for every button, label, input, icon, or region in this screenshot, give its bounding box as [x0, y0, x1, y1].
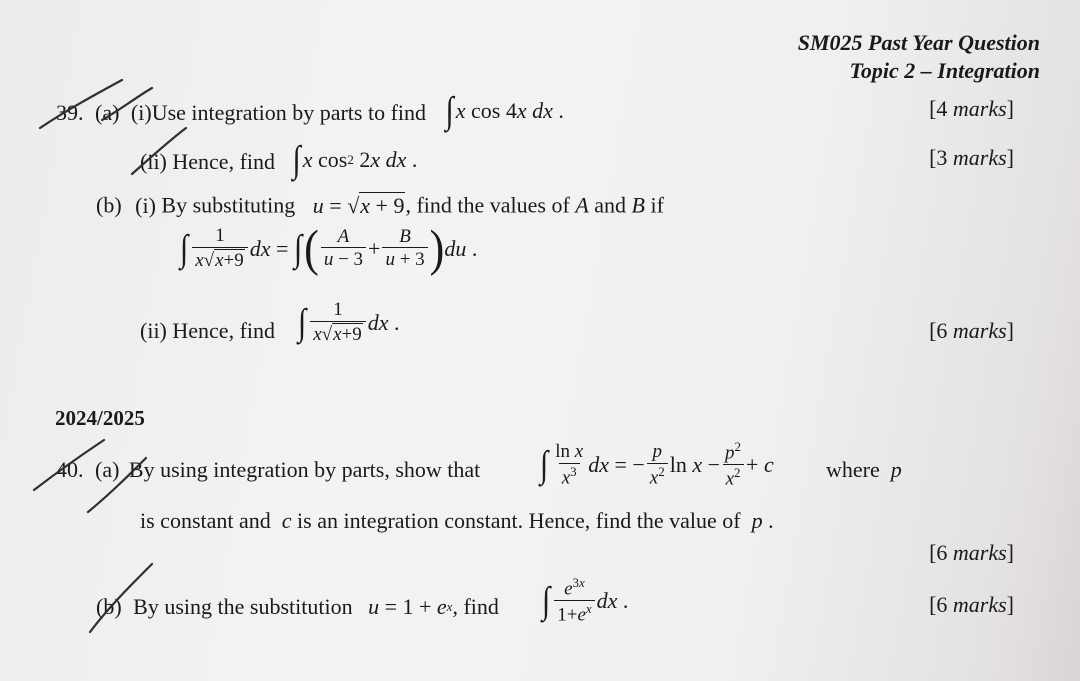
header-topic: Topic 2 – Integration	[849, 58, 1040, 83]
header-title: SM025 Past Year Question	[797, 30, 1040, 55]
q40-b-label: (b)	[96, 594, 122, 619]
q39-a-ii-label: (ii)	[140, 149, 167, 174]
q39-a-i-integral: ∫ x cos 4 x dx .	[445, 89, 564, 131]
q39-b-ii-line	[140, 318, 275, 344]
q40-a-where: where p	[826, 457, 902, 482]
q39-a-label: (a)	[95, 100, 120, 125]
q39-a-i-label: (i)	[130, 100, 152, 125]
q39-b-i-substitution: u = √ x + 9	[312, 192, 405, 218]
q40-b-marks: [6 marks]	[929, 592, 1014, 617]
q39-a-i-marks: [4 marks]	[929, 96, 1014, 121]
q40-a-label: (a)	[95, 457, 120, 482]
q40-a-equation: ∫ $\frac{\text{ln x}}{x^3}$ dx = − $\frac{p}{x^2}$ ln x − $\frac{p^2}{x^2}$ + c	[540, 439, 774, 490]
q40-number: 40.	[56, 457, 84, 482]
q39-a-i-line	[56, 89, 564, 131]
section-year: 2024/2025	[55, 406, 145, 430]
q40-a-text: By using integration by parts, show that	[128, 457, 481, 482]
q39-b-i-equation: ∫ 1 x√ x+9 dx = ∫ ( $\frac{A}{u - 3}$ + $\frac{B}{u + 3}$ ) du .	[180, 220, 478, 277]
q39-a-ii-marks: [3 marks]	[929, 145, 1014, 170]
q39-b-i-text: By substituting	[161, 192, 296, 218]
q40-b-text: By using the substitution	[133, 594, 353, 619]
q40-b-line	[96, 594, 499, 620]
q39-b-ii-integral: ∫ 1 x√ x+9 dx .	[298, 299, 400, 345]
q39-a-ii-integral: ∫ x cos 2 2 x dx .	[292, 138, 418, 180]
q39-b-i-if: if	[650, 192, 664, 218]
q39-b-ii-marks: [6 marks]	[929, 318, 1014, 343]
q39-b-i-label: (i)	[135, 192, 156, 218]
q40-b-substitution: u = 1 + e x	[368, 594, 453, 619]
q39-number: 39.	[56, 100, 84, 125]
q40-a-marks: [6 marks]	[929, 540, 1014, 565]
q40-b-integral: ∫ $\frac{e^{3x}}{1+e^x}$ dx .	[542, 575, 629, 626]
q39-a-i-text: Use integration by parts to find	[151, 100, 427, 125]
q39-b-i-and: and	[594, 192, 627, 218]
q39-b-i-B: B	[631, 192, 645, 218]
q39-b-i-line	[96, 192, 664, 219]
q39-b-i-text2: , find the values of	[405, 192, 570, 218]
q40-a-line	[56, 457, 480, 483]
q39-b-i-A: A	[575, 192, 589, 218]
q40-a-line2: is constant and c is an integration constant. Hence, find the value of p .	[140, 508, 774, 533]
q40-b-find: , find	[452, 594, 499, 619]
q39-a-ii-text: Hence, find	[172, 149, 276, 174]
q39-a-ii-line	[140, 138, 418, 180]
q39-b-label: (b)	[96, 192, 122, 218]
q39-b-ii-label: (ii)	[140, 318, 167, 343]
q39-b-ii-text: Hence, find	[172, 318, 276, 343]
